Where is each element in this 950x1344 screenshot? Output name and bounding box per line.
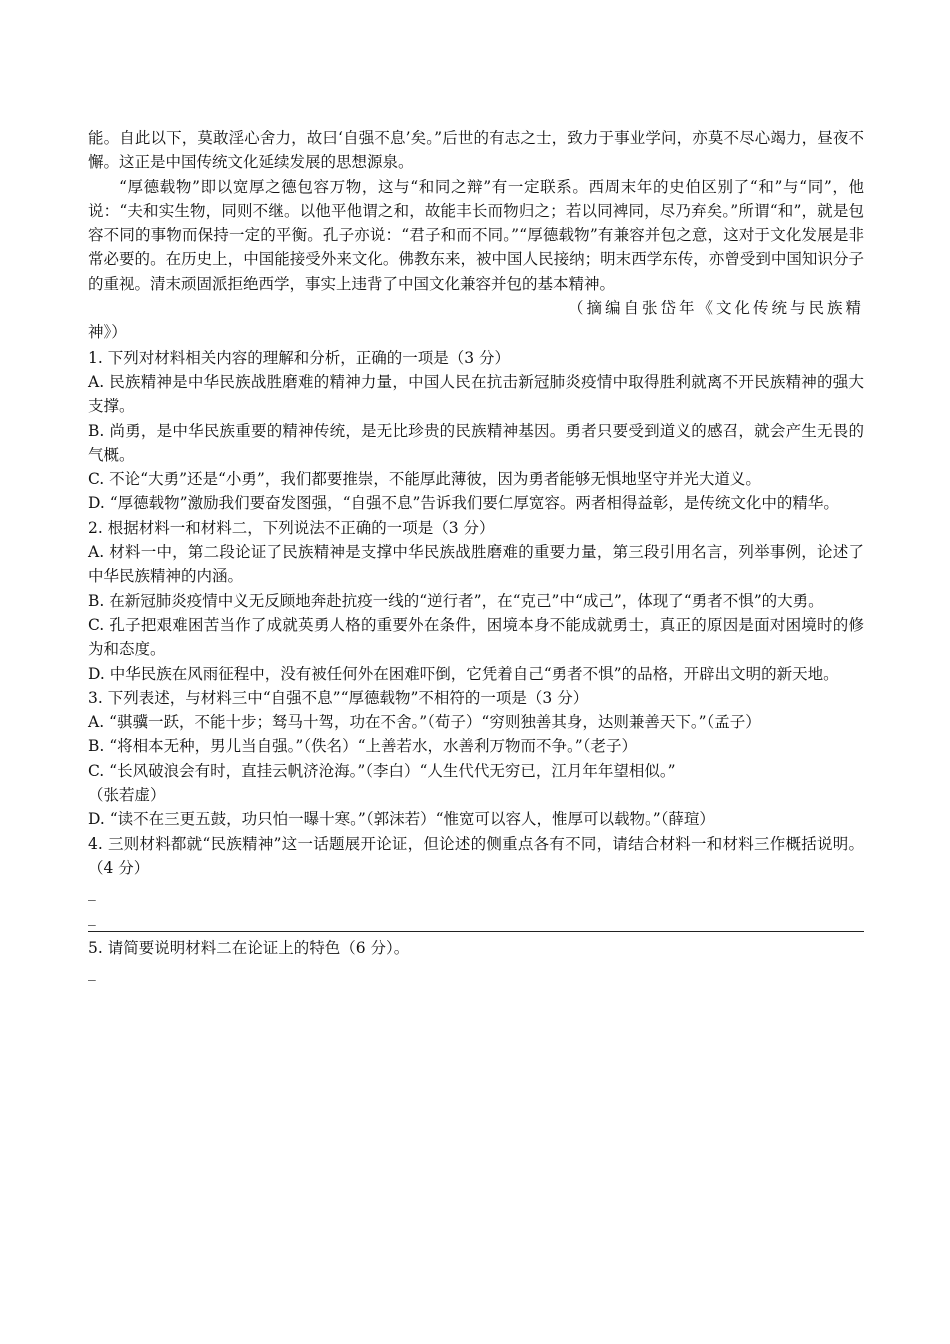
question-1 xyxy=(88,346,864,516)
question-stem: 3. 下列表述，与材料三中“自强不息”“厚德载物”不相符的一项是（3 分） xyxy=(88,688,589,707)
exam-page xyxy=(88,126,864,984)
question-stem: 1. 下列对材料相关内容的理解和分析，正确的一项是（3 分） xyxy=(88,348,511,367)
option-a: A. 民族精神是中华民族战胜磨难的精神力量，中国人民在抗击新冠肺炎疫情中取得胜利就离不开民族精神的强大支撑。 xyxy=(88,372,864,416)
option-a: A. “骐骥一跃，不能十步；驽马十驾，功在不舍。”（荀子）“穷则独善其身，达则兼善天下。”（孟子） xyxy=(88,713,761,732)
question-stem: 4. 三则材料都就“民族精神”这一话题展开论证，但论述的侧重点各有不同，请结合材料一和材料三作概括说明。（4 分） xyxy=(88,834,864,877)
answer-blank[interactable]: _ xyxy=(88,883,96,902)
option-d: D. “厚德载物”激励我们要奋发图强，“自强不息”告诉我们要仁厚宽容。两者相得益彰，是传统文化中的精华。 xyxy=(88,494,839,513)
option-c: C. 孔子把艰难困苦当作了成就英勇人格的重要外在条件，困境本身不能成就勇士，真正的原因是面对困境时的修为和态度。 xyxy=(88,615,864,659)
question-2 xyxy=(88,516,864,686)
option-d: D. “读不在三更五鼓，功只怕一曝十寒。”（郭沫若）“惟宽可以容人，惟厚可以载物。”（薛瑄） xyxy=(88,810,715,829)
question-5 xyxy=(88,936,864,985)
question-stem: 2. 根据材料一和材料二，下列说法不正确的一项是（3 分） xyxy=(88,518,495,537)
option-d: D. 中华民族在风雨征程中，没有被任何外在困难吓倒，它凭着自己“勇者不惧”的品格，开辟出文明的新天地。 xyxy=(88,664,839,683)
passage-paragraph-2: “厚德载物”即以宽厚之德包容万物，这与“和同之辩”有一定联系。西周末年的史伯区别了“和”与“同”，他说：“夫和实生物，同则不继。以他平他谓之和，故能丰长而物归之；若以同裨同，尽乃弃矣。”所谓“和”，就是包容不同的事物而保持一定的平衡。孔子亦说：“君子和而不同。”“厚德载物”有兼容并包之意，这对于文化发展是非常必要的。在历史上，中国能接受外来文化。佛教东来，被中国人民接纳；明末西学东传，亦曾受到中国知识分子的重视。清末顽固派拒绝西学，事实上违背了中国文化兼容并包的基本精神。 xyxy=(88,177,864,293)
question-3 xyxy=(88,686,864,832)
question-4 xyxy=(88,832,864,932)
option-b: B. 在新冠肺炎疫情中义无反顾地奔赴抗疫一线的“逆行者”，在“克己”中“成己”，体现了“勇者不惧”的大勇。 xyxy=(88,591,824,610)
source-citation: （摘编自张岱年《文化传统与民族精 xyxy=(567,299,864,318)
option-c: C. 不论“大勇”还是“小勇”，我们都要推崇，不能厚此薄彼，因为勇者能够无惧地坚守并光大道义。 xyxy=(88,470,761,489)
option-a: A. 材料一中，第二段论证了民族精神是支撑中华民族战胜磨难的重要力量，第三段引用名言，列举事例，论述了中华民族精神的内涵。 xyxy=(88,543,864,586)
source-citation-tail: 神》） xyxy=(88,323,127,342)
answer-divider xyxy=(88,931,864,932)
answer-blank[interactable]: _ xyxy=(88,907,96,926)
passage-paragraph-1: 能。自此以下，莫敢淫心舍力，故曰‘自强不息’矣。”后世的有志之士，致力于事业学问，亦莫不尽心竭力，昼夜不懈。这正是中国传统文化延续发展的思想源泉。 xyxy=(88,129,864,172)
option-c: C. “长风破浪会有时，直挂云帆济沧海。”（李白）“人生代代无穷已，江月年年望相似。” xyxy=(88,761,676,780)
question-stem: 5. 请简要说明材料二在论证上的特色（6 分）。 xyxy=(88,938,410,957)
answer-blank[interactable]: _ xyxy=(88,963,96,982)
option-b: B. “将相本无种，男儿当自强。”（佚名）“上善若水，水善利万物而不争。”（老子） xyxy=(88,737,637,756)
option-b: B. 尚勇，是中华民族重要的精神传统，是无比珍贵的民族精神基因。勇者只要受到道义的感召，就会产生无畏的气概。 xyxy=(88,421,864,464)
option-c-attribution: （张若虚） xyxy=(88,786,166,805)
